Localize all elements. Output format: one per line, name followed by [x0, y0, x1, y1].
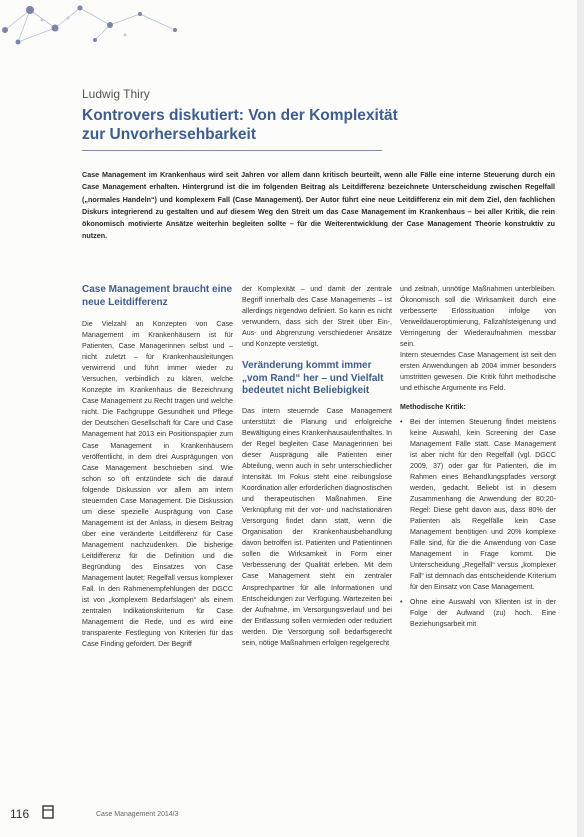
scan-edge — [577, 0, 584, 837]
journal-name: Case Management 2014/3 — [96, 811, 179, 818]
column-3 — [400, 284, 556, 634]
body-paragraph: und zeitnah, unnötige Maßnahmen unterbleiben. Ökonomisch soll die Wirksamkeit durch eine verbesserte Erlössituation infolge von Verweildaueroptimierung, Fallzahlsteigerung und Verringerung der Wiederaufnahmen messbar sein. — [400, 285, 556, 349]
page-footer — [10, 805, 570, 825]
column-1 — [82, 284, 233, 650]
body-paragraph: Die Vielzahl an Konzepten von Case Management im Krankenhäusern ist für Patienten, Case Managerinnen selbst und – nicht zuletzt – für Krankenhausleitungen verwirrend und führt immer wieder zu Versuchen, verbindlich zu klären, welche Konzepte im Krankenhaus die Bezeichnung Case Management zu Recht tragen und welche nicht. Die Fachgruppe Gesundheit und Pflege der Deutschen Gesellschaft für Care und Case Management hat 2013 ein Positionspapier zum Case Management in Krankenhäusern veröffentlicht, in dem drei Ausprägungen von Case Management beschrieben sind. Wie schon so oft entzündete sich die darauf folgende Diskussion vor allem am intern steuernden Case Management. Die Diskussion um diese spezielle Ausprägung von Case Management ist der Anlass, in diesem Beitrag über eine veränderte Leitdifferenz für Case Management nachzudenken. Die bisherige Leitdifferenz für die Definition und die Begründung des Einsatzes von Case Management lautet: Regelfall versus komplexer Fall. In den Rahmenempfehlungen der DGCC ist von „komplexem Bedarfslagen“ als einem zentralen Indikationskriterium für Case Management die Rede, und es wird eine transparente Festlegung von Kriterien für das Case Finding gefordert. Der Begriff — [82, 320, 233, 649]
section-heading: Case Management braucht eine neue Leitdifferenz — [82, 284, 233, 308]
body-paragraph: Das intern steuernde Case Management unterstützt die Planung und erfolgreiche Bewältigung eines Krankenhausaufenthaltes. In der Regel begleiten Case Managerinnen bei dieser Ausprägung alle Patienten einer Abteilung, wenn auch in sehr unterschiedlicher Intensität. Im Fokus steht eine reibungslose Koordination aller erforderlichen diagnostischen und therapeutischen Maßnahmen. Eine Verknüpfung mit der vor- und nachstationären Versorgung findet dann statt, wenn die Organisation der Krankenhausbehandlung davon betroffen ist. Patienten und Patientinnen sollen die Wirksamkeit in Form einer Verbesserung der Qualität erleben. Mit dem Case Management steht ein zentraler Ansprechpartner für alle Informationen und Entscheidungen zur Verfügung. Wartezeiten bei der Aufnahme, im Versorgungsverlauf und bei der Entlassung sollen vermieden oder reduziert werden. Die Versorgung soll bedarfsgerecht sein, nötige Maßnahmen erfolgen regelgerecht — [242, 406, 392, 647]
section-heading: Veränderung kommt immer „vom Rand“ her – und Vielfalt bedeutet nicht Beliebigkeit — [242, 360, 384, 397]
header-network-graphic — [0, 0, 584, 50]
subheading: Methodische Kritik: — [400, 403, 466, 412]
list-item: • Ohne eine Auswahl von Klienten ist in der Folge der Aufwand (zu) hoch. Eine Beziehungsarbeit mit — [400, 597, 556, 630]
journal-logo-icon — [42, 805, 54, 819]
article-title: Kontrovers diskutiert: Von der Komplexität zur Unvorhersehbarkeit — [82, 107, 398, 143]
list-item: • Bei der internen Steuerung findet meistens keine Auswahl, kein Screening der Case Management Fälle statt. Case Management ist aber nicht für den Regelfall (vgl. DGCC 2009, 37) oder gar für Patienten, die im Rahmen eines Behandlungspfades versorgt werden, gedacht. Beliebt ist in diesem Zusammenhang die Anwendung der 80:20-Regel: Diese geht davon aus, dass 80% der Patienten als Regelfälle kein Case Management benötigen und 20% komplexe Fälle sind, für die die Anwendung von Case Management in Frage kommt. Die Unterscheidung „Regelfall“ versus „komplexer Fall“ ist demnach das entscheidende Kriterium für den Einsatz von Case Management. — [400, 417, 556, 594]
author-name: Ludwig Thiry — [82, 87, 150, 101]
title-rule — [82, 150, 382, 151]
page-number: 116 — [10, 807, 30, 821]
body-paragraph: der Komplexität – und damit der zentrale Begriff innerhalb des Case Managements – ist allerdings nirgendwo definiert. So kann es nicht verwundern, dass sich der Streit über Ein-, Aus- und Abgrenzung verschiedener Ansätze und Konzepte verstetigt. — [242, 285, 392, 349]
column-2 — [242, 284, 392, 649]
body-paragraph: Intern steuerndes Case Management ist seit den ersten Anwendungen ab 2004 immer besonders umstritten gewesen. Die Kritik führt methodische und ethische Argumente ins Feld. — [400, 351, 556, 393]
abstract: Case Management im Krankenhaus wird seit Jahren vor allem dann kritisch beurteilt, wenn alle Fälle eine interne Steuerung durch ein Case Management erhalten. Hintergrund ist die im folgenden Beitrag als Leitdifferenz bezeichnete Unterscheidung zwischen Regelfall („normales Handeln“) und komplexem Fall (Case Management). Der Autor führt eine neue Leitdifferenz ein mit dem Ziel, den fachlichen Diskurs integrierend zu gestalten und auf diesem Weg den Streit um das Case Management im Krankenhaus – bei aller Kritik, die rein ökonomisch motivierte Ansätze weiterhin begleiten sollte – für die Weiterentwicklung der Case Management Theorie konstruktiv zu nutzen. — [82, 170, 555, 241]
criticism-list — [400, 417, 556, 631]
